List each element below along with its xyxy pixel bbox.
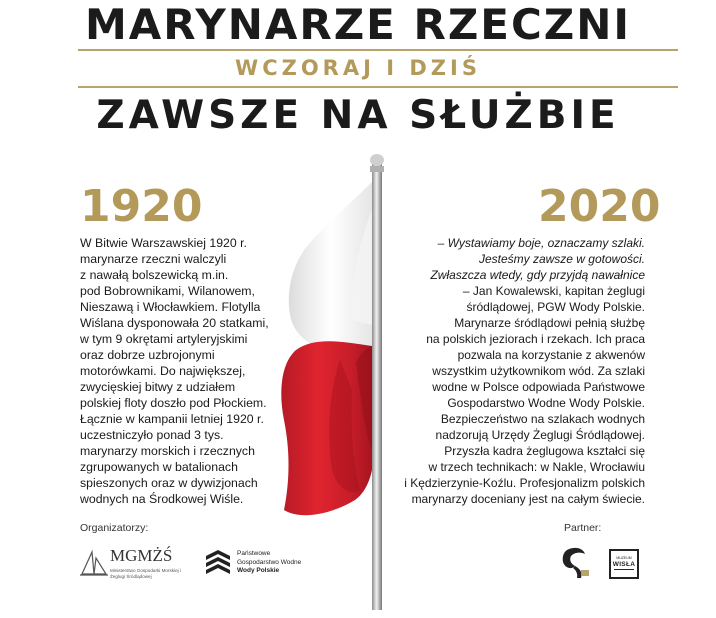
text-line: motorówkami. Do największej,	[80, 364, 246, 378]
text-line: – Jan Kowalewski, kapitan żeglugi	[462, 284, 645, 298]
text-line: Marynarze śródlądowi pełnią służbę	[454, 316, 645, 330]
text-line: W Bitwie Warszawskiej 1920 r.	[80, 236, 247, 250]
partner-logo-1	[561, 546, 591, 580]
partner-logo-2	[609, 549, 639, 579]
gold-rule-bottom	[78, 86, 678, 88]
ministry-emblem-icon	[80, 548, 110, 578]
partner-label: Partner:	[564, 522, 602, 534]
partner-emblem-icon	[561, 546, 591, 580]
partner2-top: MUZEUM	[616, 556, 632, 560]
wody-polskie-text	[237, 550, 301, 576]
text-line: i Kędzierzynie-Koźlu. Profesjonalizm polskich	[404, 476, 645, 490]
mgmzs-subtitle: Ministerstwo Gospodarki Morskiej i Żeglugi Śródlądowej	[110, 568, 181, 579]
text-line: nadzorują Urzędy Żeglugi Śródlądowej.	[435, 428, 645, 442]
text-line: marynarze rzeczni walczyli	[80, 252, 227, 266]
text-line: spieszonych oraz w dywizjonach	[80, 476, 258, 490]
text-line: marynarzy doceniany jest na całym świecie.	[411, 492, 645, 506]
mgmzs-logo	[80, 544, 190, 590]
gold-rule-top	[78, 49, 678, 51]
text-line: marynarzy morskich i rzecznych	[80, 444, 255, 458]
text-line: wodne w Polsce odpowiada Państwowe	[432, 380, 645, 394]
present-text	[398, 235, 645, 507]
text-line: wodnych na Środkowej Wiśle.	[80, 492, 244, 506]
wp-line: Państwowe	[237, 550, 271, 557]
text-line: Gospodarstwo Wodne Wody Polskie.	[447, 396, 645, 410]
mgmzs-name: MGMŻŚ	[110, 546, 173, 565]
text-line: uczestniczyło ponad 3 tys.	[80, 428, 224, 442]
year-1920: 1920	[80, 181, 203, 232]
quote-line: Zwłaszcza wtedy, gdy przyjdą nawałnice	[430, 268, 645, 282]
partner2-bar	[614, 569, 634, 570]
subtitle: WCZORAJ I DZIŚ	[235, 56, 481, 80]
text-line: wszystkim użytkownikom wód. Za szlaki	[432, 364, 645, 378]
main-title: MARYNARZE RZECZNI	[84, 0, 632, 49]
text-line: polskiej floty doszło pod Płockiem.	[80, 396, 267, 410]
text-line: w tym 9 okrętami artyleryjskimi	[80, 332, 248, 346]
text-line: oraz dobrze uzbrojonymi	[80, 348, 215, 362]
year-2020: 2020	[538, 181, 661, 232]
text-line: pod Bobrownikami, Wilanowem,	[80, 284, 255, 298]
text-line: w trzech technikach: w Nakle, Wrocławiu	[428, 460, 645, 474]
history-text	[80, 235, 300, 507]
quote-line: Jesteśmy zawsze w gotowości.	[478, 252, 645, 266]
quote-line: – Wystawiamy boje, oznaczamy szlaki.	[437, 236, 645, 250]
text-line: Przyszła kadra żeglugowa kształci się	[444, 444, 645, 458]
secondary-title: ZAWSZE NA SŁUŻBIE	[96, 93, 620, 138]
partner2-name: WISŁA	[612, 561, 636, 568]
text-line: pozwala na korzystanie z akwenów	[457, 348, 645, 362]
organizers-label: Organizatorzy:	[80, 522, 149, 534]
text-line: Nieszawą i Włocławkiem. Flotylla	[80, 300, 261, 314]
text-line: śródlądowej, PGW Wody Polskie.	[466, 300, 645, 314]
text-line: Łącznie w kampanii letniej 1920 r.	[80, 412, 264, 426]
wp-line: Gospodarstwo Wodne	[237, 558, 302, 566]
text-line: na polskich jeziorach i rzekach. Ich praca	[426, 332, 645, 346]
text-line: Wiślana dysponowała 20 statkami,	[80, 316, 269, 330]
text-line: z nawałą bolszewicką m.in.	[80, 268, 229, 282]
text-line: zgrupowanych w batalionach	[80, 460, 238, 474]
wody-polskie-logo	[203, 546, 323, 582]
text-line: zwycięskiej bitwy z udziałem	[80, 380, 236, 394]
wp-line: Wody Polskie	[237, 567, 280, 574]
waves-emblem-icon	[203, 548, 233, 578]
text-line: Bezpieczeństwo na szlakach wodnych	[440, 412, 645, 426]
